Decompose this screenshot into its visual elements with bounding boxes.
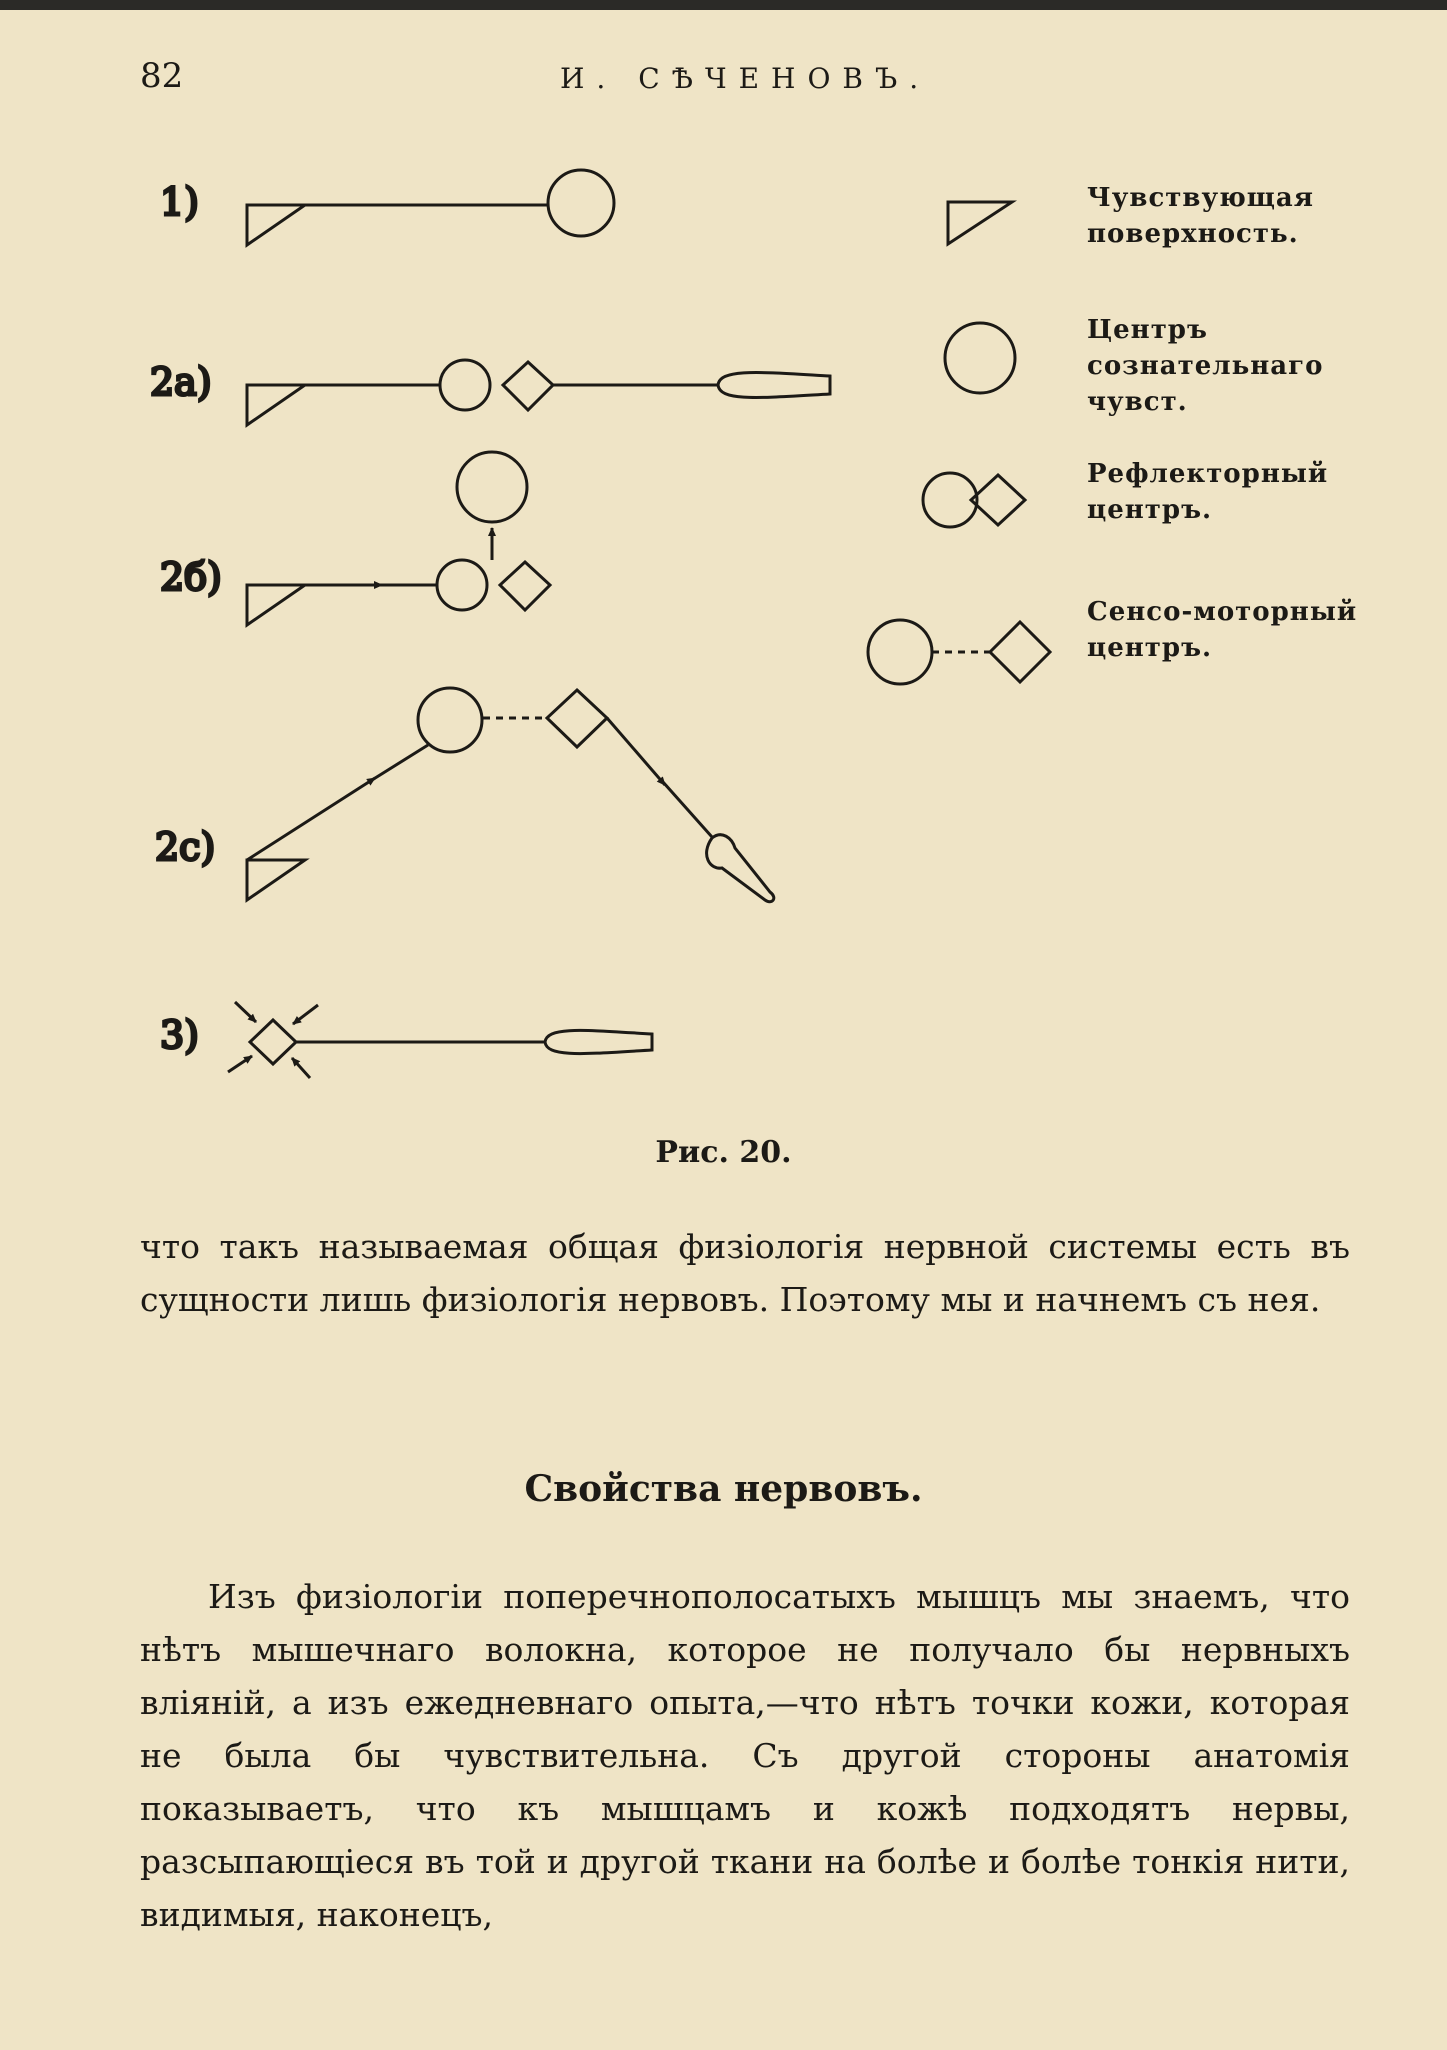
descending-nerve-line: [663, 782, 712, 837]
muscle-icon: [545, 1030, 652, 1053]
sensomotor-diamond-icon: [547, 690, 607, 747]
stimulus-arrow: [235, 1002, 256, 1022]
legend-conscious-center-icon: [945, 323, 1015, 393]
running-head: И. СѢЧЕНОВЪ.: [560, 62, 931, 95]
stimulus-arrow: [293, 1005, 318, 1024]
figure-caption: Рис. 20.: [655, 1135, 792, 1170]
stimulus-arrow: [292, 1058, 310, 1078]
page-number: 82: [140, 56, 184, 96]
conscious-center-icon: [437, 560, 487, 610]
sensory-surface-icon: [247, 385, 305, 425]
ascending-nerve-line: [372, 745, 428, 780]
row-label-3: 3): [160, 1013, 200, 1057]
sensory-surface-icon: [247, 860, 305, 900]
body-paragraph: Изъ физiологiи поперечнополосатыхъ мышцъ мы знаемъ, что нѣтъ мышечнаго волокна, которое не получало бы нервныхъ влiянiй, а изъ ежедневнаго опыта,—что нѣтъ точки кожи, которая не была бы чувствительна. Съ другой стороны анатомiя показываетъ, что къ мышцамъ и кожѣ подходятъ нервы, разсыпающiеся въ той и другой ткани на болѣе и болѣе тонкiя нити, видимыя, наконецъ,: [140, 1577, 1350, 1934]
legend-sensory-surface-label: Чувствующая поверхность.: [1087, 183, 1314, 249]
sensory-surface-icon: [247, 205, 305, 245]
legend-sensomotor-center-label: Сенсо-моторный центръ.: [1087, 597, 1358, 663]
conscious-center-icon: [548, 170, 614, 236]
conscious-center-icon: [418, 688, 482, 752]
ascending-nerve-line: [247, 778, 375, 860]
row-label-2a: 2a): [150, 360, 212, 404]
reflex-center-diamond-icon: [250, 1020, 296, 1064]
body-paragraph: что такъ называемая общая физiологiя нервной системы есть въ сущности лишь физiологiя нервовъ. Поэтому мы и начнемъ съ нея.: [140, 1227, 1350, 1319]
row-label-1: 1): [160, 180, 200, 224]
muscle-icon: [707, 835, 774, 902]
stimulus-arrow: [228, 1056, 252, 1072]
section-title: Свойства нервовъ.: [524, 1468, 923, 1510]
row-label-2b: 2б): [160, 555, 222, 599]
legend-reflex-center-label: Рефлекторный центръ.: [1087, 459, 1329, 525]
legend-sensomotor-circle-icon: [868, 620, 932, 684]
reflex-center-diamond-icon: [503, 362, 553, 410]
legend-sensomotor-diamond-icon: [990, 622, 1050, 682]
row-label-2c: 2c): [155, 825, 216, 869]
legend-conscious-center-label: Центръ сознательнаго чувст.: [1087, 315, 1324, 417]
conscious-center-icon: [457, 452, 527, 522]
muscle-icon: [718, 373, 830, 398]
descending-nerve-line: [607, 718, 665, 785]
legend-reflex-diamond-icon: [971, 475, 1025, 525]
reflex-center-diamond-icon: [500, 562, 550, 610]
sensory-surface-icon: [247, 585, 305, 625]
legend-sensory-surface-icon: [948, 202, 1012, 244]
conscious-center-icon: [440, 360, 490, 410]
